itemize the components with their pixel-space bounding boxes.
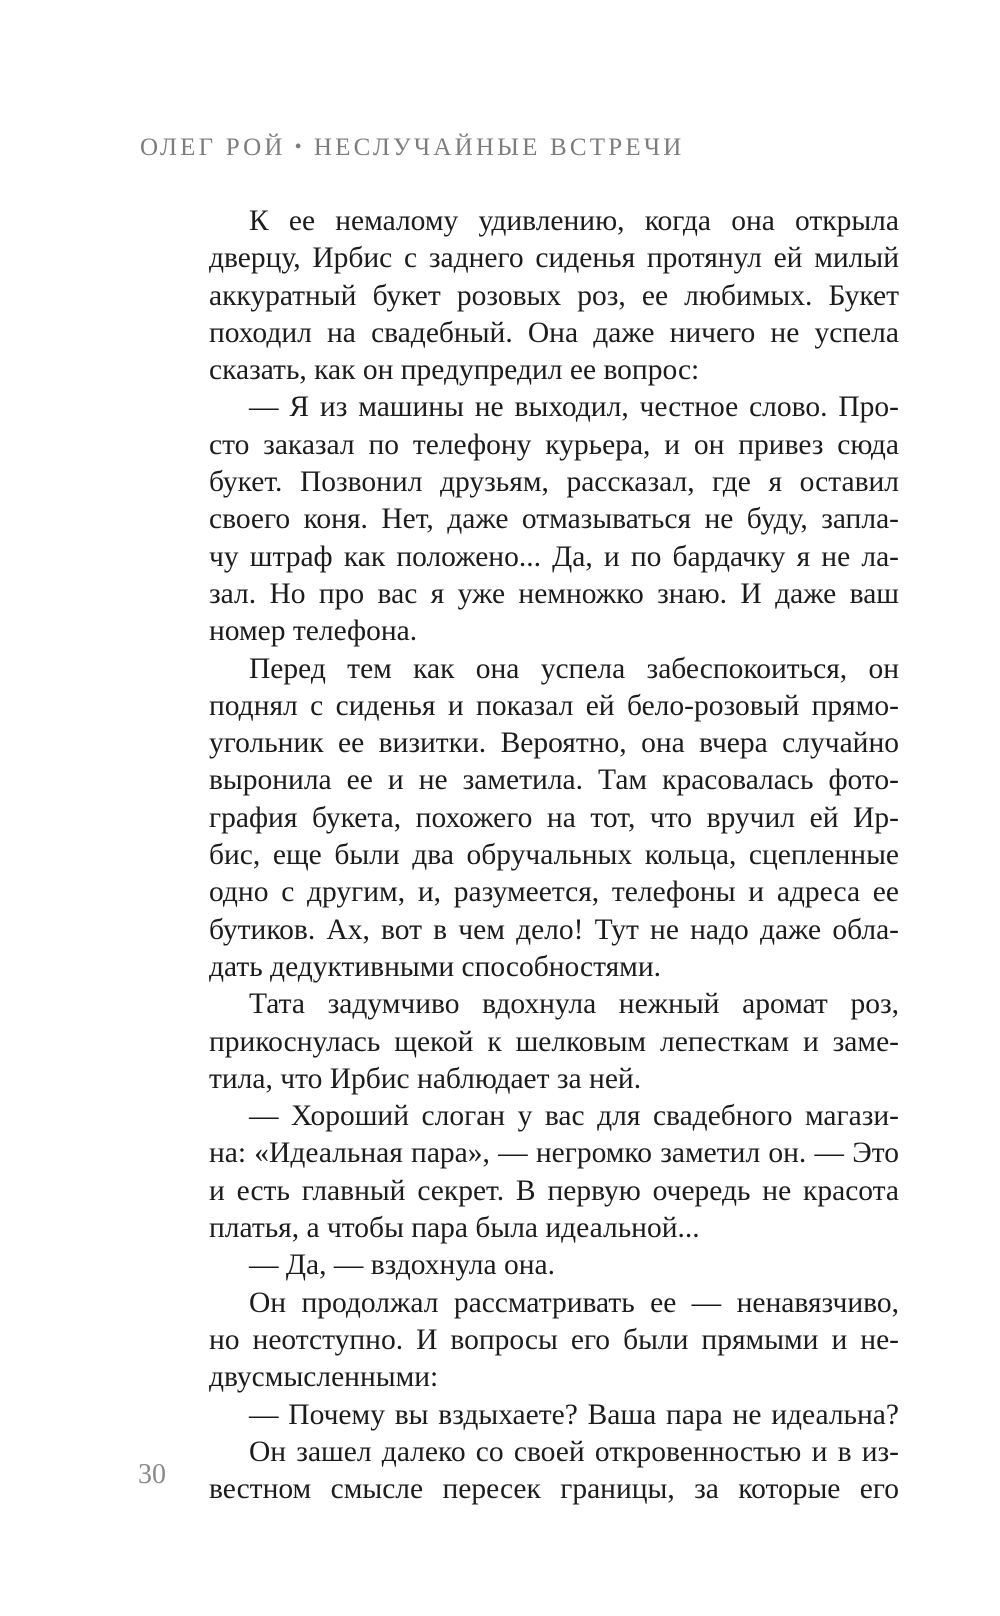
running-head [140,134,685,162]
text-line: на: «Идеальная пара», — негромко заметил он. — Это [209,1137,899,1170]
text-line: — Почему вы вздыхаете? Ваша пара не идеальна? [249,1398,899,1431]
text-line: вестном смысле пересек границы, за которые его [209,1473,899,1506]
text-line: зал. Но про вас я уже немножко знаю. И даже ваш [209,577,899,610]
text-line: дать дедуктивными способностями. [209,950,662,983]
text-line: двусмысленными: [209,1361,439,1394]
text-line: но неотступно. И вопросы его были прямыми и не- [209,1323,899,1356]
page-number: 30 [138,1459,166,1490]
text-line: одно с другим, и, разумеется, телефоны и адреса ее [209,876,899,909]
text-line: графия букета, похожего на тот, что вручил ей Ир- [209,801,899,834]
body-text [209,203,899,1508]
text-line: сто заказал по телефону курьера, и он привез сюда [209,428,899,461]
text-line: сказать, как он предупредил ее вопрос: [209,354,700,387]
text-line: чу штраф как положено... Да, и по бардачку я не ла- [209,540,899,573]
text-line: и есть главный секрет. В первую очередь не красота [209,1174,899,1207]
running-head-author: ОЛЕГ РОЙ [140,134,286,161]
text-line: — Да, — вздохнула она. [249,1249,555,1282]
text-line: поднял с сиденья и показал ей бело-розовый прямо- [209,689,899,722]
text-line: букет. Позвонил друзьям, рассказал, где я оставил [209,466,899,499]
text-line: аккуратный букет розовых роз, ее любимых. Букет [209,279,899,312]
text-line: своего коня. Нет, даже отмазываться не буду, запла- [209,503,899,536]
text-line: дверцу, Ирбис с заднего сиденья протянул ей милый [209,242,899,275]
text-line: угольник ее визитки. Вероятно, она вчера случайно [209,727,899,760]
text-line: платья, а чтобы пара была идеальной... [209,1212,700,1245]
text-line: — Я из машины не выходил, честное слово. Про- [249,391,899,424]
running-head-separator: • [294,136,305,158]
text-line: выронила ее и не заметила. Там красовалась фото- [209,764,899,797]
text-line: походил на свадебный. Она даже ничего не успела [209,316,899,349]
running-head-title: НЕСЛУЧАЙНЫЕ ВСТРЕЧИ [313,134,685,161]
text-line: Он зашел далеко со своей откровенностью и в из- [249,1435,899,1468]
text-line: бис, еще были два обручальных кольца, сцепленные [209,839,899,872]
text-line: номер телефона. [209,615,418,648]
text-line: Тата задумчиво вдохнула нежный аромат роз, [249,988,899,1021]
text-line: Он продолжал рассматривать ее — ненавязчиво, [249,1286,899,1319]
text-line: бутиков. Ах, вот в чем дело! Тут не надо даже обла- [209,913,899,946]
text-line: К ее немалому удивлению, когда она открыла [249,205,899,237]
text-line: — Хороший слоган у вас для свадебного магази- [249,1100,899,1133]
text-line: тила, что Ирбис наблюдает за ней. [209,1062,642,1095]
text-line: Перед тем как она успела забеспокоиться, он [249,652,899,685]
text-line: прикоснулась щекой к шелковым лепесткам и заме- [209,1025,899,1058]
